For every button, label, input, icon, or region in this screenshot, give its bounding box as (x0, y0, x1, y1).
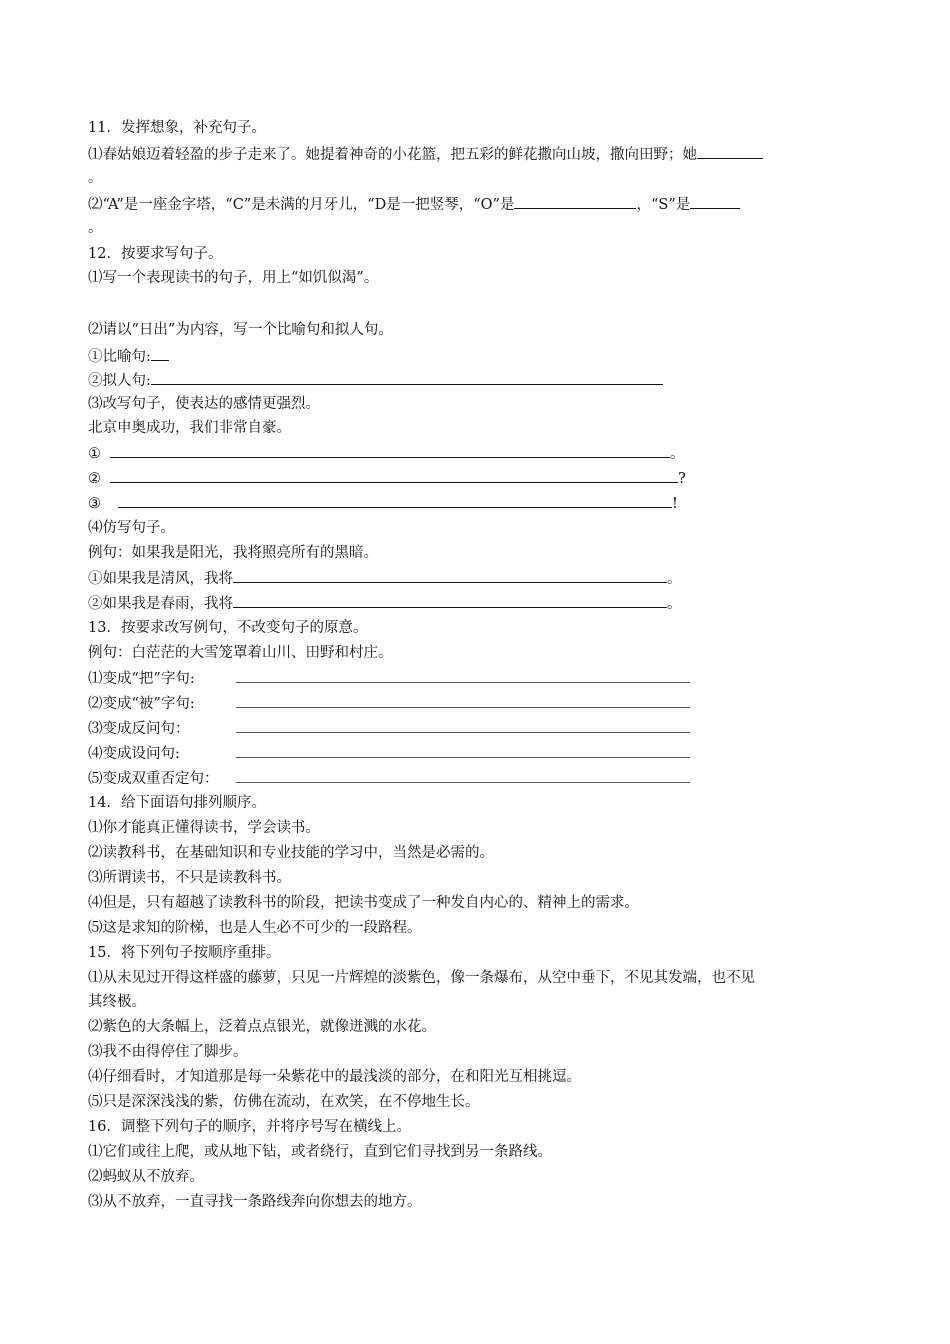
q12-metaphor-row (88, 346, 169, 368)
q15-item-5: ⑸只是深深浅浅的紫，仿佛在流动，在欢笑，在不停地生长。 (88, 1094, 480, 1110)
q13-item-label: ⑵变成“被”字句: (88, 696, 195, 712)
q13-title: 13．按要求改写例句，不改变句子的原意。 (88, 620, 368, 636)
q11-s2-text-a: ⑵“A”是一座金字塔，“C”是未满的月牙儿，“D是一把竖琴，“O”是 (88, 197, 515, 213)
q15-title: 15．将下列句子按顺序重排。 (88, 945, 281, 961)
q12-p3-end-3: ! (672, 496, 678, 512)
q13-item-blank[interactable] (236, 718, 690, 733)
q12-personification-blank[interactable] (151, 370, 663, 385)
q12-p4-b-blank[interactable] (233, 593, 667, 608)
q12-p3-end-1: 。 (670, 446, 685, 462)
q16-item: ⑶从不放弃，一直寻找一条路线奔向你想去的地方。 (88, 1194, 422, 1210)
q13-example: 例句：白茫茫的大雪笼罩着山川、田野和村庄。 (88, 645, 393, 661)
q12-metaphor-label: ①比喻句: (88, 349, 151, 365)
q11-s1-text: ⑴春姑娘迈着轻盈的步子走来了。她提着神奇的小花篮，把五彩的鲜花撒向山坡，撒向田野；她 (88, 147, 697, 163)
q13-item-label: ⑴变成“把”字句: (88, 671, 195, 687)
q15-item-3: ⑶我不由得停住了脚步。 (88, 1044, 248, 1060)
q12-p3-row-1 (88, 443, 685, 465)
q13-item-label: ⑸变成双重否定句： (88, 771, 219, 787)
q14-title: 14．给下面语句排列顺序。 (88, 795, 266, 811)
q12-p3-mark-2: ② (88, 471, 101, 487)
q12-p3-blank-1[interactable] (110, 443, 670, 458)
q13-item-blank[interactable] (236, 693, 690, 708)
q12-p3-end-2: ? (678, 471, 686, 487)
q12-personification-row (88, 370, 663, 392)
q12-p4-b-text: ②如果我是春雨，我将 (88, 596, 233, 612)
q14-item: ⑸这是求知的阶梯，也是人生必不可少的一段路程。 (88, 920, 422, 936)
q16-item: ⑴它们或往上爬，或从地下钻，或者绕行，直到它们寻找到另一条路线。 (88, 1144, 552, 1160)
q13-item-blank[interactable] (236, 668, 690, 683)
q11-s1-end: 。 (88, 170, 103, 186)
q11-sentence-2 (88, 194, 740, 216)
q13-item-blank[interactable] (236, 768, 690, 783)
q12-p3-blank-3[interactable] (118, 493, 672, 508)
q15-item-1b: 其终极。 (88, 994, 146, 1010)
q12-personification-label: ②拟人句: (88, 373, 151, 389)
q13-item-5 (88, 768, 690, 790)
q14-item: ⑷但是，只有超越了读教科书的阶段，把读书变成了一种发自内心的、精神上的需求。 (88, 895, 639, 911)
q15-item-1a: ⑴从未见过开得这样盛的藤萝，只见一片辉煌的淡紫色，像一条爆布，从空中垂下，不见其发端，也不见 (88, 970, 755, 986)
q16-item: ⑵蚂蚁从不放弃。 (88, 1169, 204, 1185)
q12-p3-mark-1: ① (88, 446, 101, 462)
q12-p4-row-b (88, 593, 682, 615)
q11-sentence-1 (88, 144, 763, 166)
q12-p4-a-blank[interactable] (233, 568, 667, 583)
q12-p3-blank-2[interactable] (110, 468, 678, 483)
q16-title: 16．调整下列句子的顺序，并将序号写在横线上。 (88, 1119, 411, 1135)
q12-p3-row-2 (88, 468, 686, 490)
q11-s2-text-b: ，“S”是 (636, 197, 691, 213)
q12-metaphor-blank[interactable] (151, 346, 169, 361)
q13-item-label: ⑶变成反问句： (88, 721, 190, 737)
q15-item-2: ⑵紫色的大条幅上，泛着点点银光，就像迸溅的水花。 (88, 1019, 436, 1035)
q13-item-2 (88, 693, 690, 715)
q14-item: ⑶所谓读书，不只是读教科书。 (88, 870, 291, 886)
q11-s1-blank[interactable] (697, 144, 763, 159)
q13-item-blank[interactable] (236, 743, 690, 758)
q13-item-1 (88, 668, 690, 690)
q14-item: ⑵读教科书，在基础知识和专业技能的学习中，当然是必需的。 (88, 845, 494, 861)
q13-item-label: ⑷变成设问句: (88, 746, 180, 762)
q12-part-2: ⑵请以“日出”为内容，写一个比喻句和拟人句。 (88, 322, 393, 338)
q12-p3-row-3 (88, 493, 678, 515)
q11-s2-end: 。 (88, 220, 103, 236)
q12-p3-sentence: 北京申奥成功，我们非常自豪。 (88, 420, 291, 436)
q12-part-3: ⑶改写句子，使表达的感情更强烈。 (88, 396, 320, 412)
q15-item-4: ⑷仔细看时，才知道那是每一朵紫花中的最浅淡的部分，在和阳光互相挑逗。 (88, 1069, 581, 1085)
q12-p4-row-a (88, 568, 682, 590)
q12-part-1: ⑴写一个表现读书的句子，用上“如饥似渴”。 (88, 270, 379, 286)
q12-p4-example: 例句：如果我是阳光，我将照亮所有的黑暗。 (88, 545, 378, 561)
q11-title: 11．发挥想象，补充句子。 (88, 120, 266, 136)
q13-item-3 (88, 718, 690, 740)
q12-p4-a-end: 。 (667, 571, 682, 587)
q11-s2-blank-o[interactable] (514, 194, 636, 209)
q14-item: ⑴你才能真正懂得读书，学会读书。 (88, 820, 320, 836)
q13-item-4 (88, 743, 690, 765)
q12-p4-b-end: 。 (667, 596, 682, 612)
q12-p4-a-text: ①如果我是清风，我将 (88, 571, 233, 587)
q11-s2-blank-s[interactable] (690, 194, 740, 209)
q12-title: 12．按要求写句子。 (88, 246, 223, 262)
q12-p3-mark-3: ③ (88, 496, 101, 512)
q12-part-4: ⑷仿写句子。 (88, 520, 175, 536)
